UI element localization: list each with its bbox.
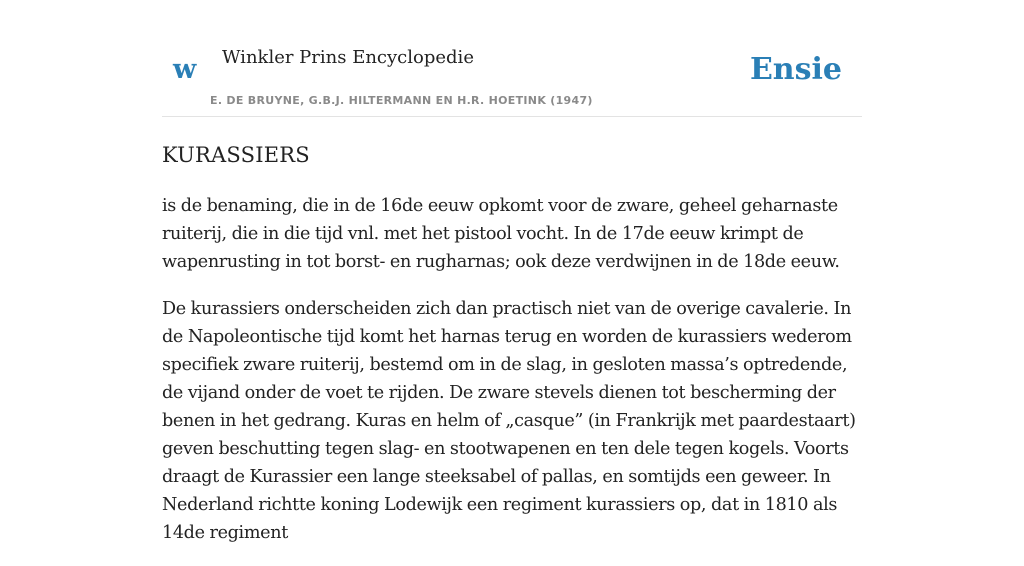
article-paragraph: De kurassiers onderscheiden zich dan practisch niet van de overige cavalerie. In de Napoleontische tijd komt het harnas terug en worden de kurassiers wederom specifiek zware ruiterij, bestemd om in de slag, in gesloten massa’s optredende, de vijand onder de voet te rijden. De zware stevels dienen tot bescherming der benen in het gedrang. Kuras en helm of „casque” (in Frankrijk met paardestaart) geven beschutting tegen slag- en stootwapenen en ten dele tegen kogels. Voorts draagt de Kurassier een lange steeksabel of pallas, en somtijds een geweer. In Nederland richtte koning Lodewijk een regiment kurassiers op, dat in 1810 als 14de regiment — [162, 299, 856, 543]
article-paragraph: is de benaming, die in de 16de eeuw opkomt voor de zware, geheel geharnaste ruiterij, die in die tijd vnl. met het pistool vocht. In de 17de eeuw krimpt de wapenrusting in tot borst- en rugharnas; ook deze verdwijnen in de 18de eeuw. — [162, 196, 840, 272]
article-body — [162, 192, 864, 566]
ensie-logo[interactable]: Ensie — [749, 52, 842, 87]
publication-title[interactable]: Winkler Prins Encyclopedie — [222, 47, 474, 68]
article-title: KURASSIERS — [162, 143, 310, 167]
winkler-prins-logo-icon[interactable]: w — [173, 54, 197, 85]
publication-authors: E. DE BRUYNE, G.B.J. HILTERMANN EN H.R. HOETINK (1947) — [210, 94, 593, 107]
publication-header — [162, 40, 862, 117]
